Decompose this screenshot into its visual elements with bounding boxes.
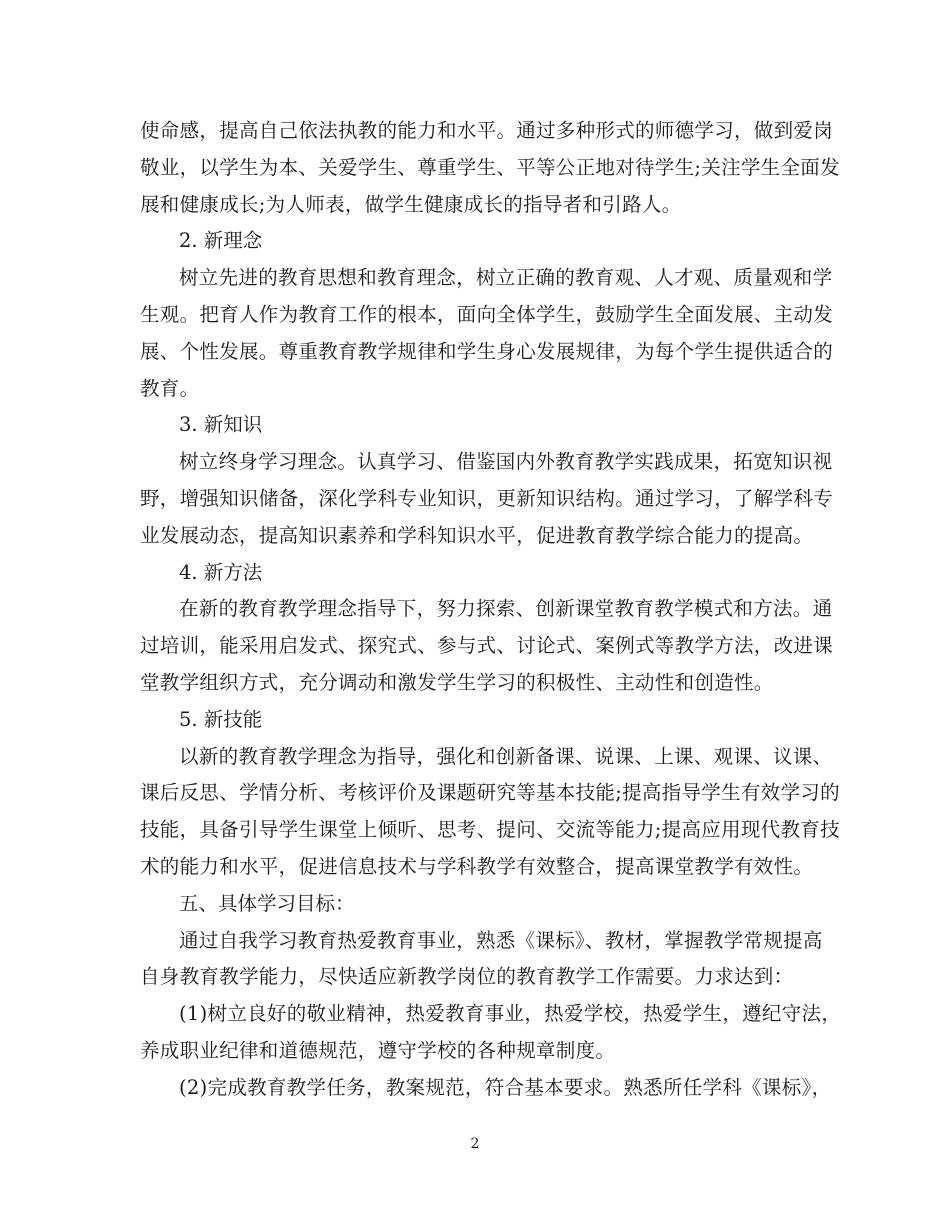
text-line: 术的能力和水平，促进信息技术与学科教学有效整合，提高课堂教学有效性。 (140, 854, 814, 878)
text-line: 生观。把育人作为教育工作的根本，面向全体学生，鼓励学生全面发展、主动发 (140, 302, 834, 326)
text-line: 自身教育教学能力，尽快适应新教学岗位的教育教学工作需要。力求达到： (140, 965, 794, 989)
text-line: 过培训，能采用启发式、探究式、参与式、讨论式、案例式等教学方法，改进课 (140, 634, 834, 658)
text-line (140, 591, 833, 628)
document-body (140, 113, 842, 1107)
text-line: 技能，具备引导学生课堂上倾听、思考、提问、交流等能力;提高应用现代教育技 (140, 818, 840, 842)
text-line-content: 通过自我学习教育热爱教育事业，熟悉《课标》、教材，掌握教学常规提高 (179, 928, 823, 952)
text-line: 课后反思、学情分析、考核评价及课题研究等基本技能;提高指导学生有效学习的 (140, 781, 840, 805)
paragraph (140, 591, 834, 701)
text-line: 野，增强知识储备，深化学科专业知识，更新知识结构。通过学习，了解学科专 (140, 486, 834, 510)
section-heading: 3. 新知识 (179, 413, 263, 437)
text-line (140, 1070, 832, 1107)
text-line-content: 在新的教育教学理念指导下，努力探索、创新课堂教育教学模式和方法。通 (179, 597, 833, 621)
text-line: 养成职业纪律和道德规范，遵守学校的各种规章制度。 (140, 1038, 616, 1062)
paragraph (140, 996, 842, 1070)
section-heading: 五、具体学习目标： (179, 891, 355, 915)
text-line (140, 996, 842, 1033)
paragraph (140, 444, 834, 554)
text-line: 使命感，提高自己依法执教的能力和水平。通过多种形式的师德学习，做到爱岗 (140, 119, 834, 142)
text-line: 展和健康成长;为人师表，做学生健康成长的指导者和引路人。 (140, 192, 682, 216)
text-line-content: (1)树立良好的敬业精神，热爱教育事业，热爱学校，热爱学生，遵纪守法， (179, 1002, 842, 1026)
text-line: 展、个性发展。尊重教育教学规律和学生身心发展规律，为每个学生提供适合的 (140, 339, 834, 363)
section-heading: 2. 新理念 (179, 229, 263, 253)
text-line (140, 260, 833, 297)
text-line (140, 739, 833, 776)
text-line (140, 444, 833, 481)
text-line-content: 以新的教育教学理念为指导，强化和创新备课、说课、上课、观课、议课、 (179, 744, 833, 768)
paragraph (140, 923, 823, 997)
paragraph (140, 1070, 832, 1107)
section-heading: 4. 新方法 (179, 560, 263, 584)
text-line-content: 树立先进的教育思想和教育理念，树立正确的教育观、人才观、质量观和学 (179, 266, 833, 290)
text-line: 堂教学组织方式，充分调动和激发学生学习的积极性、主动性和创造性。 (140, 670, 774, 694)
text-line (140, 923, 823, 960)
paragraph (140, 260, 834, 407)
text-line: 敬业，以学生为本、关爱学生、尊重学生、平等公正地对待学生;关注学生全面发 (140, 155, 840, 179)
text-line-content: 树立终身学习理念。认真学习、借鉴国内外教育教学实践成果，拓宽知识视 (179, 450, 833, 474)
text-line: 教育。 (140, 376, 200, 400)
text-line-content: (2)完成教育教学任务，教案规范，符合基本要求。熟悉所任学科《课标》， (179, 1075, 832, 1099)
paragraph (140, 113, 840, 223)
page-number: 2 (470, 1136, 480, 1152)
text-line: 业发展动态，提高知识素养和学科知识水平，促进教育教学综合能力的提高。 (140, 523, 814, 547)
paragraph (140, 739, 840, 886)
section-heading: 5. 新技能 (179, 707, 263, 731)
